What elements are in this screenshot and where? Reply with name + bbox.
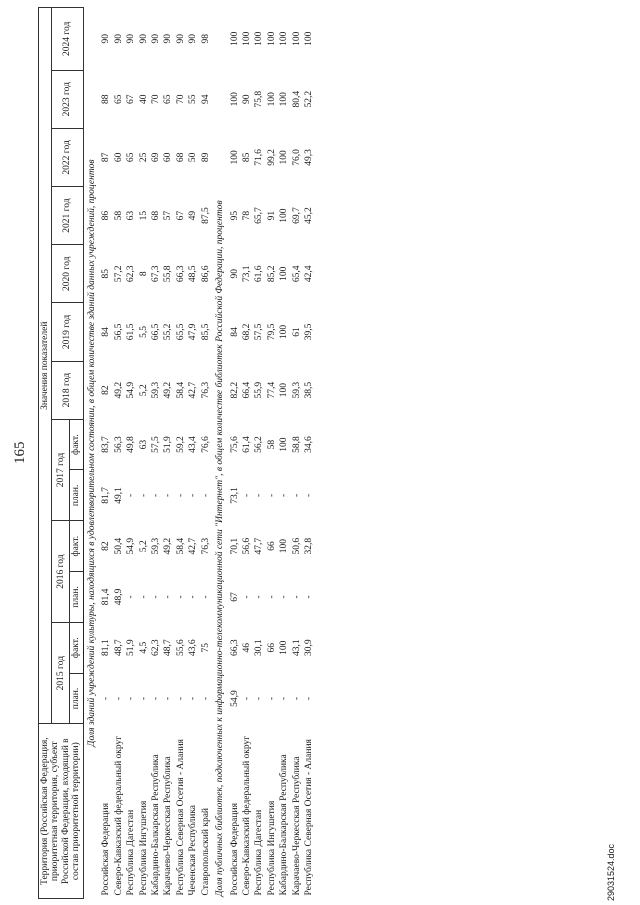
value-cell: 85	[101, 269, 112, 279]
value-cell: 67	[126, 94, 137, 104]
year-2018-header: 2018 год	[52, 361, 83, 419]
year-2023-header: 2023 год	[52, 70, 83, 128]
value-cell: -	[279, 696, 290, 701]
value-cell: -	[304, 696, 315, 701]
value-cell: 73,1	[229, 487, 240, 504]
value-cell: 88	[101, 94, 112, 104]
value-cell: 66,4	[242, 381, 252, 399]
value-cell: -	[200, 493, 211, 497]
value-cell: 61,4	[242, 436, 252, 453]
value-cell: 54,9	[126, 381, 137, 399]
value-cell: 8	[138, 271, 149, 277]
value-cell: 76,0	[291, 149, 302, 166]
value-cell: 38,5	[304, 381, 315, 399]
value-cell: 68	[175, 152, 186, 163]
value-cell: 100	[229, 150, 240, 165]
fact-header: факт.	[70, 622, 83, 673]
value-cell: 49	[188, 210, 199, 221]
page-number: 165	[12, 441, 28, 464]
value-cell: 66,5	[150, 323, 161, 341]
value-cell: 81,1	[101, 639, 112, 657]
value-cell: 84	[229, 327, 240, 337]
indicators-table	[38, 7, 316, 899]
value-cell: -	[188, 696, 199, 701]
table-row	[253, 8, 265, 899]
value-cell: 86,6	[200, 265, 211, 283]
value-cell: 100	[266, 92, 277, 107]
value-cell: 42,7	[188, 381, 199, 399]
value-cell: 90	[188, 34, 199, 44]
table-row	[162, 8, 174, 899]
territory-name: Республика Ингушетия	[138, 800, 149, 896]
year-2022-header: 2022 год	[52, 128, 83, 186]
value-cell: -	[279, 595, 290, 599]
value-cell: 50,6	[291, 537, 302, 555]
value-cell: 100	[279, 266, 290, 281]
value-cell: 79,5	[266, 323, 277, 341]
value-cell: 61,5	[126, 323, 137, 341]
value-cell: 55,8	[163, 265, 174, 283]
value-cell: 45,2	[304, 207, 315, 224]
value-cell: 61,6	[254, 265, 265, 283]
value-cell: 66	[266, 541, 277, 551]
file-reference: 29031524.doc	[606, 843, 616, 901]
value-cell: 89	[200, 152, 211, 163]
value-cell: 59,3	[150, 381, 161, 399]
value-cell: -	[163, 493, 174, 497]
fact-header: факт.	[70, 521, 83, 572]
value-cell: 75,6	[229, 436, 240, 453]
value-cell: 62,3	[126, 265, 137, 283]
value-cell: 94	[200, 94, 211, 104]
value-cell: 75	[200, 642, 211, 653]
value-cell: 50	[188, 152, 199, 163]
table-row	[175, 8, 187, 899]
value-cell: 42,4	[304, 265, 315, 283]
value-cell: 56,5	[113, 323, 124, 341]
value-cell: 100	[254, 31, 265, 46]
value-cell: 51,9	[126, 639, 137, 657]
value-cell: 90	[150, 34, 161, 44]
value-cell: 48,7	[163, 639, 174, 657]
value-cell: -	[254, 493, 265, 497]
value-cell: 54,9	[126, 537, 137, 555]
section-row	[212, 8, 228, 899]
value-cell: 65,4	[291, 265, 302, 283]
year-2021-header: 2021 год	[52, 186, 83, 244]
value-cell: 56,3	[113, 436, 124, 453]
value-cell: 34,6	[304, 436, 315, 453]
value-cell: 100	[279, 31, 290, 46]
value-cell: 73,1	[242, 265, 252, 283]
value-cell: 56,6	[242, 537, 252, 555]
value-cell: -	[138, 595, 149, 599]
value-cell: 69	[150, 152, 161, 163]
territory-name: Кабардино-Балкарская Республика	[279, 754, 290, 896]
territory-name: Республика Северная Осетия - Алания	[304, 739, 315, 896]
value-cell: -	[126, 696, 137, 701]
value-cell: 66,3	[229, 639, 240, 657]
value-cell: -	[150, 493, 161, 497]
value-cell: 43,4	[188, 436, 199, 453]
value-cell: 70	[150, 94, 161, 104]
value-cell: 86	[101, 210, 112, 221]
value-cell: 81,4	[101, 588, 112, 606]
value-cell: 67	[175, 210, 186, 221]
value-cell: 50,4	[113, 537, 124, 555]
value-cell: 90	[138, 34, 149, 44]
value-cell: 100	[242, 31, 252, 46]
value-cell: 70	[175, 94, 186, 104]
value-cell: 100	[279, 539, 290, 554]
value-cell: 66,3	[175, 265, 186, 283]
value-cell: 100	[279, 324, 290, 340]
value-cell: 48,9	[113, 588, 124, 606]
value-cell: 90	[101, 34, 112, 44]
value-cell: 39,5	[304, 323, 315, 341]
table-row	[291, 8, 303, 899]
table-row	[125, 8, 137, 899]
value-cell: 15	[138, 210, 149, 221]
value-cell: 4,5	[138, 641, 149, 654]
value-cell: 5,5	[138, 326, 149, 338]
value-cell: 100	[279, 92, 290, 107]
value-cell: 100	[279, 383, 290, 398]
value-cell: 83,7	[101, 436, 112, 453]
value-cell: 51,9	[163, 436, 174, 453]
value-cell: 43,6	[188, 639, 199, 657]
value-cell: -	[126, 595, 137, 599]
value-cell: 59,3	[291, 381, 302, 399]
value-cell: 56,2	[254, 436, 265, 453]
year-2015-header: 2015 год	[52, 622, 70, 724]
value-cell: 71,6	[254, 149, 265, 166]
value-cell: -	[200, 595, 211, 599]
territory-name: Карачаево-Черкесская Республика	[163, 756, 174, 896]
territory-name: Кабардино-Балкарская Республика	[150, 754, 161, 896]
value-cell: 55	[188, 94, 199, 104]
value-cell: 100	[279, 208, 290, 223]
value-cell: 100	[266, 31, 277, 46]
value-cell: 68	[150, 210, 161, 221]
value-cell: 85	[242, 152, 252, 163]
value-cell: -	[138, 493, 149, 497]
value-cell: -	[113, 696, 124, 701]
value-cell: 91	[266, 210, 277, 221]
value-cell: 49,2	[113, 381, 124, 399]
value-cell: 52,2	[304, 90, 315, 108]
value-cell: 55,2	[163, 323, 174, 341]
value-cell: 76,3	[200, 537, 211, 555]
table-body	[83, 8, 315, 899]
value-cell: 100	[291, 31, 302, 46]
value-cell: 90	[229, 269, 240, 279]
value-cell: 63	[126, 210, 137, 221]
value-cell: 58	[266, 439, 277, 450]
value-cell: -	[175, 493, 186, 497]
value-cell: 42,7	[188, 537, 199, 555]
value-cell: 54,9	[229, 690, 240, 707]
value-cell: 67	[229, 592, 240, 602]
value-cell: 43,1	[291, 639, 302, 657]
value-cell: 57,2	[113, 265, 124, 283]
value-cell: 99,2	[266, 149, 277, 166]
value-cell: 67,3	[150, 265, 161, 283]
value-cell: 98	[200, 34, 211, 44]
year-2024-header: 2024 год	[52, 8, 83, 71]
value-cell: 5,2	[138, 540, 149, 553]
value-cell: 60	[113, 152, 124, 163]
value-cell: 49,2	[163, 537, 174, 555]
value-cell: 85,5	[200, 323, 211, 341]
plan-header: план.	[70, 470, 83, 521]
value-cell: -	[279, 493, 290, 497]
value-cell: -	[242, 696, 252, 701]
year-2017-header: 2017 год	[52, 419, 70, 521]
value-cell: 69,7	[291, 207, 302, 224]
value-cell: -	[200, 696, 211, 701]
territory-name: Чеченская Республика	[188, 804, 199, 896]
values-title: Значения показателей	[39, 8, 52, 724]
table-row	[266, 8, 278, 899]
table-row	[187, 8, 199, 899]
value-cell: -	[188, 493, 199, 497]
value-cell: -	[150, 696, 161, 701]
value-cell: -	[266, 493, 277, 497]
value-cell: 90	[113, 34, 124, 44]
year-2020-header: 2020 год	[52, 245, 83, 303]
value-cell: -	[175, 696, 186, 701]
value-cell: 62,3	[150, 639, 161, 657]
table-row	[229, 8, 241, 899]
section-row	[83, 8, 100, 899]
value-cell: 48,5	[188, 265, 199, 283]
value-cell: -	[304, 493, 315, 497]
value-cell: 58,8	[291, 436, 302, 453]
value-cell: -	[242, 595, 252, 599]
value-cell: 59,2	[175, 436, 186, 453]
value-cell: -	[304, 595, 315, 599]
value-cell: 48,7	[113, 639, 124, 657]
value-cell: 85,2	[266, 265, 277, 283]
value-cell: 78	[242, 210, 252, 221]
value-cell: 49,3	[304, 149, 315, 166]
section-title: Доля публичных библиотек, подключенных к информационно-телекоммуникационной сети "Интернет", в общем количестве библиотек Российской Федерации, процентов	[215, 200, 226, 897]
value-cell: -	[242, 493, 252, 497]
territory-name: Республика Ингушетия	[266, 800, 277, 896]
value-cell: 46	[242, 642, 252, 653]
value-cell: -	[101, 696, 112, 701]
table-row	[150, 8, 162, 899]
value-cell: 55,6	[175, 639, 186, 657]
table-row	[278, 8, 290, 899]
value-cell: 82,2	[229, 381, 240, 399]
value-cell: 84	[101, 327, 112, 337]
value-cell: -	[138, 696, 149, 701]
value-cell: -	[291, 595, 302, 599]
value-cell: 90	[126, 34, 137, 44]
territory-name: Республика Дагестан	[254, 809, 265, 896]
value-cell: -	[291, 493, 302, 497]
value-cell: 40	[138, 94, 149, 104]
territory-name: Республика Северная Осетия - Алания	[175, 739, 186, 896]
value-cell: 55,9	[254, 381, 265, 399]
value-cell: 100	[304, 31, 315, 46]
value-cell: 100	[279, 150, 290, 165]
territory-name: Российская Федерация	[101, 803, 112, 896]
value-cell: 76,3	[200, 381, 211, 399]
value-cell: 75,8	[254, 90, 265, 108]
value-cell: -	[150, 595, 161, 599]
territory-header: Территория (Российская Федерация, приоритетная территория, субъект Российской Федерации, входящий в состав приоритетной территории)	[39, 724, 84, 899]
value-cell: 58,4	[175, 537, 186, 555]
territory-name: Российская Федерация	[229, 803, 240, 896]
table-row	[138, 8, 150, 899]
value-cell: -	[266, 595, 277, 599]
value-cell: -	[126, 493, 137, 497]
value-cell: 65	[163, 94, 174, 104]
value-cell: 100	[229, 31, 240, 46]
value-cell: 100	[229, 92, 240, 107]
value-cell: 59,3	[150, 537, 161, 555]
value-cell: -	[163, 595, 174, 599]
value-cell: 58,4	[175, 381, 186, 399]
value-cell: 57	[163, 210, 174, 221]
value-cell: 32,8	[304, 537, 315, 555]
table-row	[241, 8, 253, 899]
value-cell: -	[163, 696, 174, 701]
value-cell: 60	[163, 152, 174, 163]
fact-header: факт.	[70, 419, 83, 470]
table-row	[113, 8, 125, 899]
territory-name: Ставропольский край	[200, 807, 211, 896]
value-cell: 68,2	[242, 323, 252, 341]
year-2016-header: 2016 год	[52, 521, 70, 623]
value-cell: 77,4	[266, 381, 277, 399]
value-cell: -	[291, 696, 302, 701]
value-cell: 30,1	[254, 639, 265, 657]
territory-name: Северо-Кавказский федеральный округ	[242, 735, 252, 896]
table-row	[303, 8, 315, 899]
value-cell: 82	[101, 541, 112, 551]
value-cell: 65	[113, 94, 124, 104]
year-2019-header: 2019 год	[52, 303, 83, 361]
value-cell: 63	[138, 439, 149, 450]
value-cell: 47,7	[254, 537, 265, 555]
value-cell: 76,6	[200, 436, 211, 453]
value-cell: 90	[242, 94, 252, 104]
value-cell: 82	[101, 385, 112, 395]
value-cell: 70,1	[229, 537, 240, 555]
territory-name: Северо-Кавказский федеральный округ	[113, 735, 124, 896]
value-cell: 80,4	[291, 90, 302, 108]
value-cell: 57,5	[150, 436, 161, 453]
value-cell: 100	[279, 437, 290, 452]
value-cell: 61	[291, 327, 302, 337]
value-cell: 58	[113, 210, 124, 221]
value-cell: -	[175, 595, 186, 599]
value-cell: 49,2	[163, 381, 174, 399]
value-cell: 65,5	[175, 323, 186, 341]
value-cell: -	[254, 595, 265, 599]
value-cell: 65	[126, 152, 137, 163]
table-row	[200, 8, 212, 899]
plan-header: план.	[70, 673, 83, 724]
section-title: Доля зданий учреждений культуры, находящихся в удовлетворительном состоянии, в общем количестве зданий данных учреждений, процентов	[86, 159, 97, 747]
value-cell: -	[254, 696, 265, 701]
value-cell: 57,5	[254, 323, 265, 341]
value-cell: -	[188, 595, 199, 599]
table-row	[100, 8, 112, 899]
value-cell: 5,2	[138, 384, 149, 397]
value-cell: 25	[138, 152, 149, 163]
value-cell: 30,9	[304, 639, 315, 657]
value-cell: 87	[101, 152, 112, 163]
value-cell: 90	[163, 34, 174, 44]
plan-header: план.	[70, 572, 83, 623]
value-cell: -	[266, 696, 277, 701]
value-cell: 65,7	[254, 207, 265, 224]
value-cell: 47,9	[188, 323, 199, 341]
territory-name: Карачаево-Черкесская Республика	[291, 756, 302, 896]
value-cell: 81,7	[101, 487, 112, 504]
value-cell: 49,8	[126, 436, 137, 453]
value-cell: 49,1	[113, 487, 124, 504]
value-cell: 66	[266, 642, 277, 653]
value-cell: 87,5	[200, 207, 211, 224]
territory-name: Республика Дагестан	[126, 809, 137, 896]
value-cell: 100	[279, 640, 290, 655]
value-cell: 95	[229, 210, 240, 221]
value-cell: 90	[175, 34, 186, 44]
